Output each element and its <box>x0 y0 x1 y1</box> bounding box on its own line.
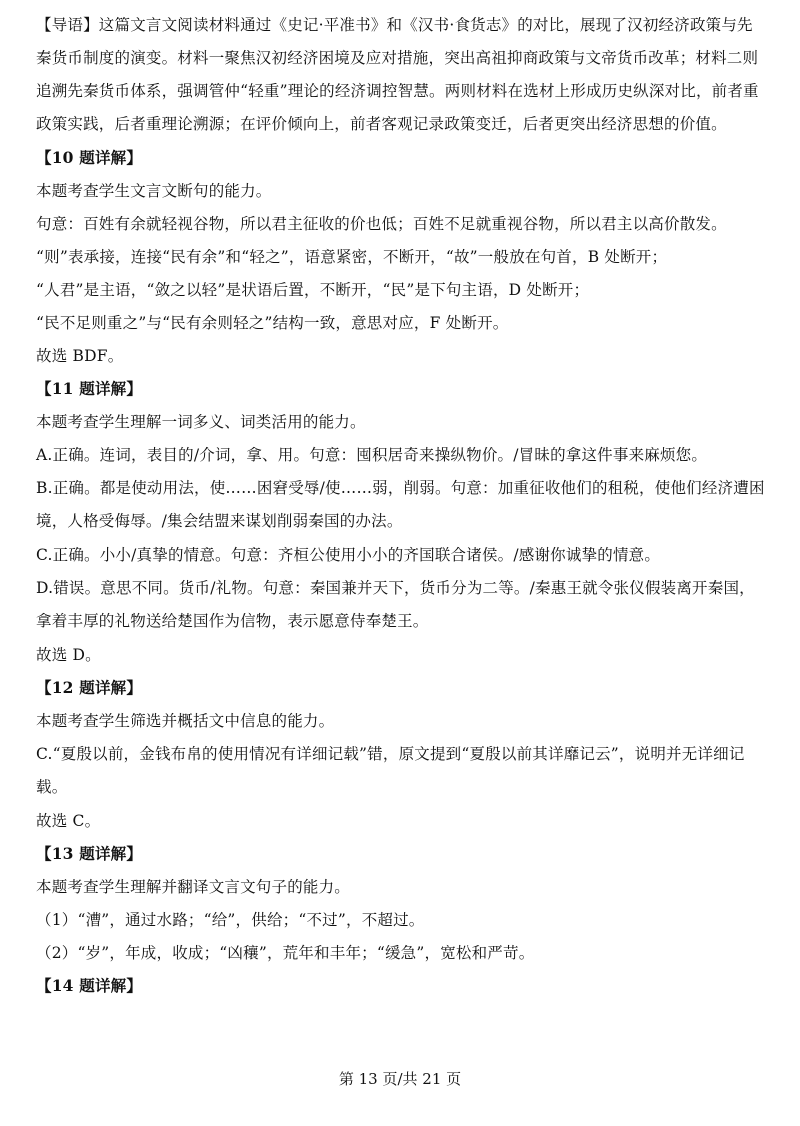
intro-paragraph: 【导语】这篇文言文阅读材料通过《史记·平准书》和《汉书·食货志》的对比，展现了汉初经济政策与先秦货币制度的演变。材料一聚焦汉初经济困境及应对措施，突出高祖抑商政策与文帝货币改革；材料二则追溯先秦货币体系，强调管仲“轻重”理论的经济调控智慧。两则材料在选材上形成历史纵深对比，前者重政策实践，后者重理论溯源；在评价倾向上，前者客观记录政策变迁，后者更突出经济思想的价值。 <box>36 16 759 133</box>
section-heading-q14: 【14 题详解】 <box>36 976 143 995</box>
q11-intro: 本题考查学生理解一词多义、词类活用的能力。 <box>36 413 366 431</box>
q11-option-d: D.错误。意思不同。货币/礼物。句意：秦国兼并天下，货币分为二等。/秦惠王就令张仪假装离开秦国，拿着丰厚的礼物送给楚国作为信物，表示愿意侍奉楚王。 <box>36 579 755 630</box>
document-body <box>36 14 766 1008</box>
q13-intro: 本题考查学生理解并翻译文言文句子的能力。 <box>36 878 351 896</box>
q13-item-1: （1）“漕”，通过水路；“给”，供给；“不过”，不超过。 <box>36 911 425 929</box>
section-heading-q10: 【10 题详解】 <box>36 148 143 167</box>
q12-intro: 本题考查学生筛选并概括文中信息的能力。 <box>36 712 335 730</box>
q10-analysis-d: “人君”是主语，“敛之以轻”是状语后置，不断开，“民”是下句主语，D 处断开； <box>36 281 590 299</box>
q11-option-c: C.正确。小小/真挚的情意。句意：齐桓公使用小小的齐国联合诸侯。/感谢你诚挚的情意。 <box>36 546 661 564</box>
q12-answer: 故选 C。 <box>36 812 101 830</box>
q10-meaning: 句意：百姓有余就轻视谷物，所以君主征收的价也低；百姓不足就重视谷物，所以君主以高价散发。 <box>36 215 727 233</box>
section-heading-q13: 【13 题详解】 <box>36 844 143 863</box>
q10-analysis-b: “则”表承接，连接“民有余”和“轻之”，语意紧密，不断开，“故”一般放在句首，B 处断开； <box>36 248 668 266</box>
section-heading-q12: 【12 题详解】 <box>36 678 143 697</box>
q11-option-a: A.正确。连词，表目的/介词，拿、用。句意：囤积居奇来操纵物价。/冒昧的拿这件事来麻烦您。 <box>36 446 708 464</box>
section-heading-q11: 【11 题详解】 <box>36 379 143 398</box>
q10-intro: 本题考查学生文言文断句的能力。 <box>36 182 272 200</box>
q10-analysis-f: “民不足则重之”与“民有余则轻之”结构一致，意思对应，F 处断开。 <box>36 314 509 332</box>
q13-item-2: （2）“岁”，年成，收成；“凶穰”，荒年和丰年；“缓急”，宽松和严苛。 <box>36 944 535 962</box>
page-number: 第 13 页/共 21 页 <box>338 1070 462 1088</box>
q11-answer: 故选 D。 <box>36 646 101 664</box>
q10-answer: 故选 BDF。 <box>36 347 124 365</box>
q12-option-c: C.“夏殷以前，金钱布帛的使用情况有详细记载”错，原文提到“夏殷以前其详靡记云”，说明并无详细记载。 <box>36 745 745 796</box>
q11-option-b: B.正确。都是使动用法，使……困窘受辱/使……弱，削弱。句意：加重征收他们的租税，使他们经济遭困境，人格受侮辱。/集会结盟来谋划削弱秦国的办法。 <box>36 479 765 530</box>
